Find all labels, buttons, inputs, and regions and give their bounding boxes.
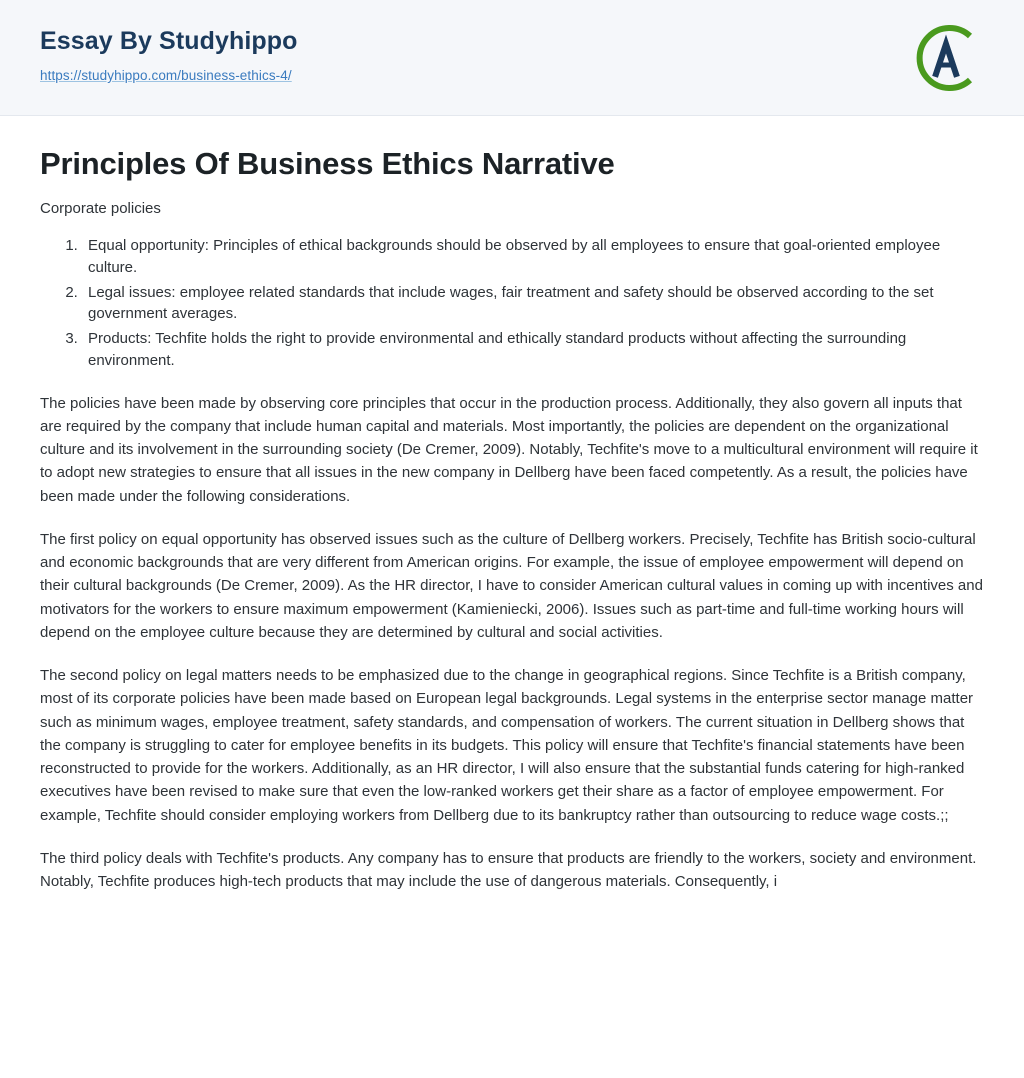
studyhippo-a-logo-icon [910, 22, 982, 94]
article-subtitle: Corporate policies [40, 200, 161, 217]
list-item: 1. Equal opportunity: Principles of ethical backgrounds should be observed by all employees to ensure that goal-oriented employee culture. [82, 235, 984, 279]
paragraph: The policies have been made by observing core principles that occur in the production process. Additionally, they also govern all inputs that are required by the company that include human capital and materials. Most importantly, the policies are dependent on the organizational culture and its involvement in the surrounding society (De Cremer, 2009). Notably, Techfite's move to a multicultural environment will require it to adopt new strategies to ensure that all issues in the new company in Dellberg have been faced competently. As a result, the policies have been made under the following considerations. [40, 394, 978, 505]
site-header [0, 0, 1024, 116]
paragraph: The second policy on legal matters needs to be emphasized due to the change in geographical regions. Since Techfite is a British company, most of its corporate policies have been made based on European legal backgrounds. Legal systems in the enterprise sector manage matter such as minimum wages, employee treatment, safety standards, and compensation of workers. The current situation in Dellberg shows that the company is struggling to cater for employee benefits in its budgets. This policy will ensure that Techfite's financial statements have been reconstructed to provide for the workers. Additionally, as an HR director, I will also ensure that the substantial funds catering for high-ranked executives have been revised to make sure that even the low-ranked workers get their share as a factor of employee empowerment. For example, Techfite should consider employing workers from Dellberg due to its bankruptcy rather than outsourcing to reduce wage costs.;; [40, 667, 974, 824]
site-brand-title: Essay By Studyhippo [40, 27, 298, 55]
paragraph: The third policy deals with Techfite's products. Any company has to ensure that products are friendly to the workers, society and environment. Notably, Techfite produces high-tech products that may include the use of dangerous materials. Consequently, i [40, 849, 977, 890]
paragraph: The first policy on equal opportunity has observed issues such as the culture of Dellberg workers. Precisely, Techfite has British socio-cultural and economic backgrounds that are very different from American origins. For example, the issue of employee empowerment will depend on their cultural backgrounds (De Cremer, 2009). As the HR director, I have to consider American cultural values in coming up with incentives and motivators for the workers to ensure maximum empowerment (Kamieniecki, 2006). Issues such as part-time and full-time working hours will depend on the employee culture because they are determined by cultural and social activities. [40, 530, 983, 641]
corporate-policy-list [40, 235, 984, 372]
list-item: 3. Products: Techfite holds the right to provide environmental and ethically standard products without affecting the surrounding environment. [82, 328, 984, 372]
page-title: Principles Of Business Ethics Narrative [40, 146, 615, 181]
list-item: 2. Legal issues: employee related standards that include wages, fair treatment and safety should be observed according to the set government averages. [82, 282, 984, 326]
source-url-link[interactable]: https://studyhippo.com/business-ethics-4/ [40, 68, 292, 83]
article-body [0, 116, 1024, 933]
